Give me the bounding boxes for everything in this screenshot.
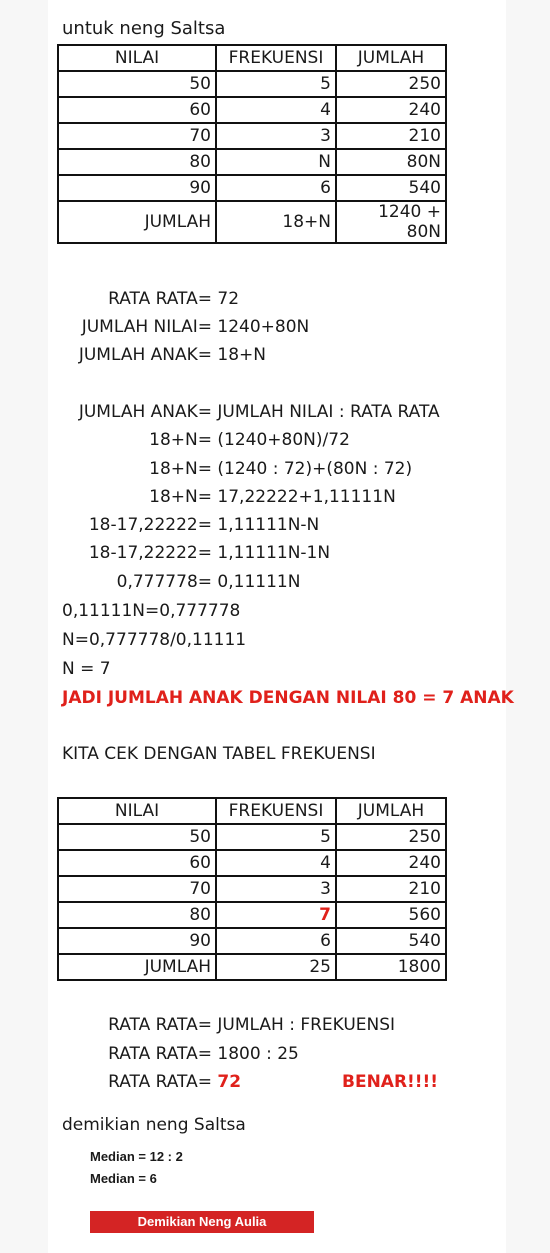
cell-nilai: 70 (58, 123, 216, 149)
cell-frekuensi: 25 (216, 954, 336, 980)
header-frekuensi: FREKUENSI (216, 45, 336, 71)
median-line: Median = 6 (90, 1171, 157, 1186)
equation-label: JUMLAH ANAK= (78, 345, 212, 365)
cell-jumlah: 240 (336, 850, 446, 876)
equation-label: 18+N= (149, 430, 212, 450)
equation-line (52, 487, 396, 507)
cell-jumlah: 1800 (336, 954, 446, 980)
cell-jumlah: 210 (336, 876, 446, 902)
table-row (58, 175, 446, 201)
cell-frekuensi-highlight: 7 (216, 902, 336, 928)
equation-label: 18-17,22222= (88, 543, 212, 563)
equation-line (52, 289, 239, 309)
cell-frekuensi: 5 (216, 824, 336, 850)
table-row (58, 149, 446, 175)
equation-value: 18+N (217, 345, 266, 365)
verdict-text: BENAR!!!! (342, 1072, 439, 1092)
cell-nilai: 50 (58, 824, 216, 850)
cell-jumlah: 540 (336, 928, 446, 954)
cell-nilai: JUMLAH (58, 954, 216, 980)
cell-jumlah: 210 (336, 123, 446, 149)
table-row (58, 902, 446, 928)
header-jumlah: JUMLAH (336, 45, 446, 71)
equation-value: 72 (217, 289, 240, 309)
verify-line (52, 1044, 299, 1064)
verify-line (52, 1072, 241, 1092)
header-jumlah: JUMLAH (336, 798, 446, 824)
cell-nilai: JUMLAH (58, 201, 216, 243)
cell-jumlah: 560 (336, 902, 446, 928)
equation-value: 1,11111N-N (217, 515, 320, 535)
equation-value: 1,11111N-1N (217, 543, 331, 563)
cell-jumlah: 250 (336, 824, 446, 850)
table-row (58, 97, 446, 123)
cell-frekuensi: 18+N (216, 201, 336, 243)
cell-frekuensi: N (216, 149, 336, 175)
cell-nilai: 70 (58, 876, 216, 902)
equation-value: JUMLAH NILAI : RATA RATA (217, 402, 440, 422)
check-title: KITA CEK DENGAN TABEL FREKUENSI (62, 744, 376, 764)
conclusion-text: JADI JUMLAH ANAK DENGAN NILAI 80 = 7 ANAK (62, 688, 514, 708)
table-row (58, 71, 446, 97)
cell-jumlah: 1240 + 80N (336, 201, 446, 243)
free-line: N=0,777778/0,11111 (62, 630, 247, 650)
equation-value: JUMLAH : FREKUENSI (217, 1015, 396, 1035)
table-header-row (58, 45, 446, 71)
table-row (58, 123, 446, 149)
equation-label: RATA RATA= (108, 1015, 212, 1035)
page-heading: untuk neng Saltsa (62, 18, 226, 39)
equation-line (52, 317, 309, 337)
cell-nilai: 50 (58, 71, 216, 97)
table-row (58, 824, 446, 850)
equation-line (52, 402, 440, 422)
table-row (58, 928, 446, 954)
cell-frekuensi: 6 (216, 928, 336, 954)
frequency-table-2 (57, 797, 447, 981)
equation-value: (1240 : 72)+(80N : 72) (217, 459, 413, 479)
cell-nilai: 60 (58, 850, 216, 876)
table-total-row (58, 201, 446, 243)
equation-line (52, 345, 266, 365)
cell-frekuensi: 3 (216, 123, 336, 149)
verify-line (52, 1015, 395, 1035)
equation-line (52, 430, 350, 450)
equation-label: RATA RATA= (108, 1072, 212, 1092)
median-line: Median = 12 : 2 (90, 1149, 183, 1164)
equation-label: 0,777778= (116, 572, 212, 592)
closing-text: demikian neng Saltsa (62, 1115, 246, 1135)
table-row (58, 876, 446, 902)
cell-jumlah: 540 (336, 175, 446, 201)
cell-jumlah: 250 (336, 71, 446, 97)
equation-line (52, 572, 300, 592)
header-nilai: NILAI (58, 45, 216, 71)
equation-value: 1800 : 25 (217, 1044, 299, 1064)
equation-label: JUMLAH ANAK= (78, 402, 212, 422)
free-line: N = 7 (62, 659, 111, 679)
equation-label: RATA RATA= (108, 289, 212, 309)
equation-line (52, 515, 319, 535)
cell-nilai: 60 (58, 97, 216, 123)
equation-label: 18+N= (149, 459, 212, 479)
cell-frekuensi: 4 (216, 850, 336, 876)
cell-frekuensi: 6 (216, 175, 336, 201)
equation-value: 17,22222+1,11111N (217, 487, 396, 507)
equation-label: RATA RATA= (108, 1044, 212, 1064)
equation-label: JUMLAH NILAI= (81, 317, 212, 337)
equation-label: 18-17,22222= (88, 515, 212, 535)
cell-nilai: 90 (58, 175, 216, 201)
equation-line (52, 459, 412, 479)
cell-nilai: 80 (58, 149, 216, 175)
table-total-row (58, 954, 446, 980)
header-nilai: NILAI (58, 798, 216, 824)
header-frekuensi: FREKUENSI (216, 798, 336, 824)
cell-jumlah: 80N (336, 149, 446, 175)
cell-frekuensi: 5 (216, 71, 336, 97)
equation-value: (1240+80N)/72 (217, 430, 350, 450)
equation-line (52, 543, 330, 563)
cell-frekuensi: 3 (216, 876, 336, 902)
frequency-table-1 (57, 44, 447, 244)
table-header-row (58, 798, 446, 824)
cell-frekuensi: 4 (216, 97, 336, 123)
cell-nilai: 90 (58, 928, 216, 954)
cell-nilai: 80 (58, 902, 216, 928)
banner-demikian: Demikian Neng Aulia (90, 1211, 314, 1233)
equation-value: 1240+80N (217, 317, 310, 337)
table-row (58, 850, 446, 876)
equation-label: 18+N= (149, 487, 212, 507)
free-line: 0,11111N=0,777778 (62, 601, 241, 621)
cell-jumlah: 240 (336, 97, 446, 123)
equation-value: 0,11111N (217, 572, 301, 592)
equation-value-highlight: 72 (217, 1072, 242, 1092)
